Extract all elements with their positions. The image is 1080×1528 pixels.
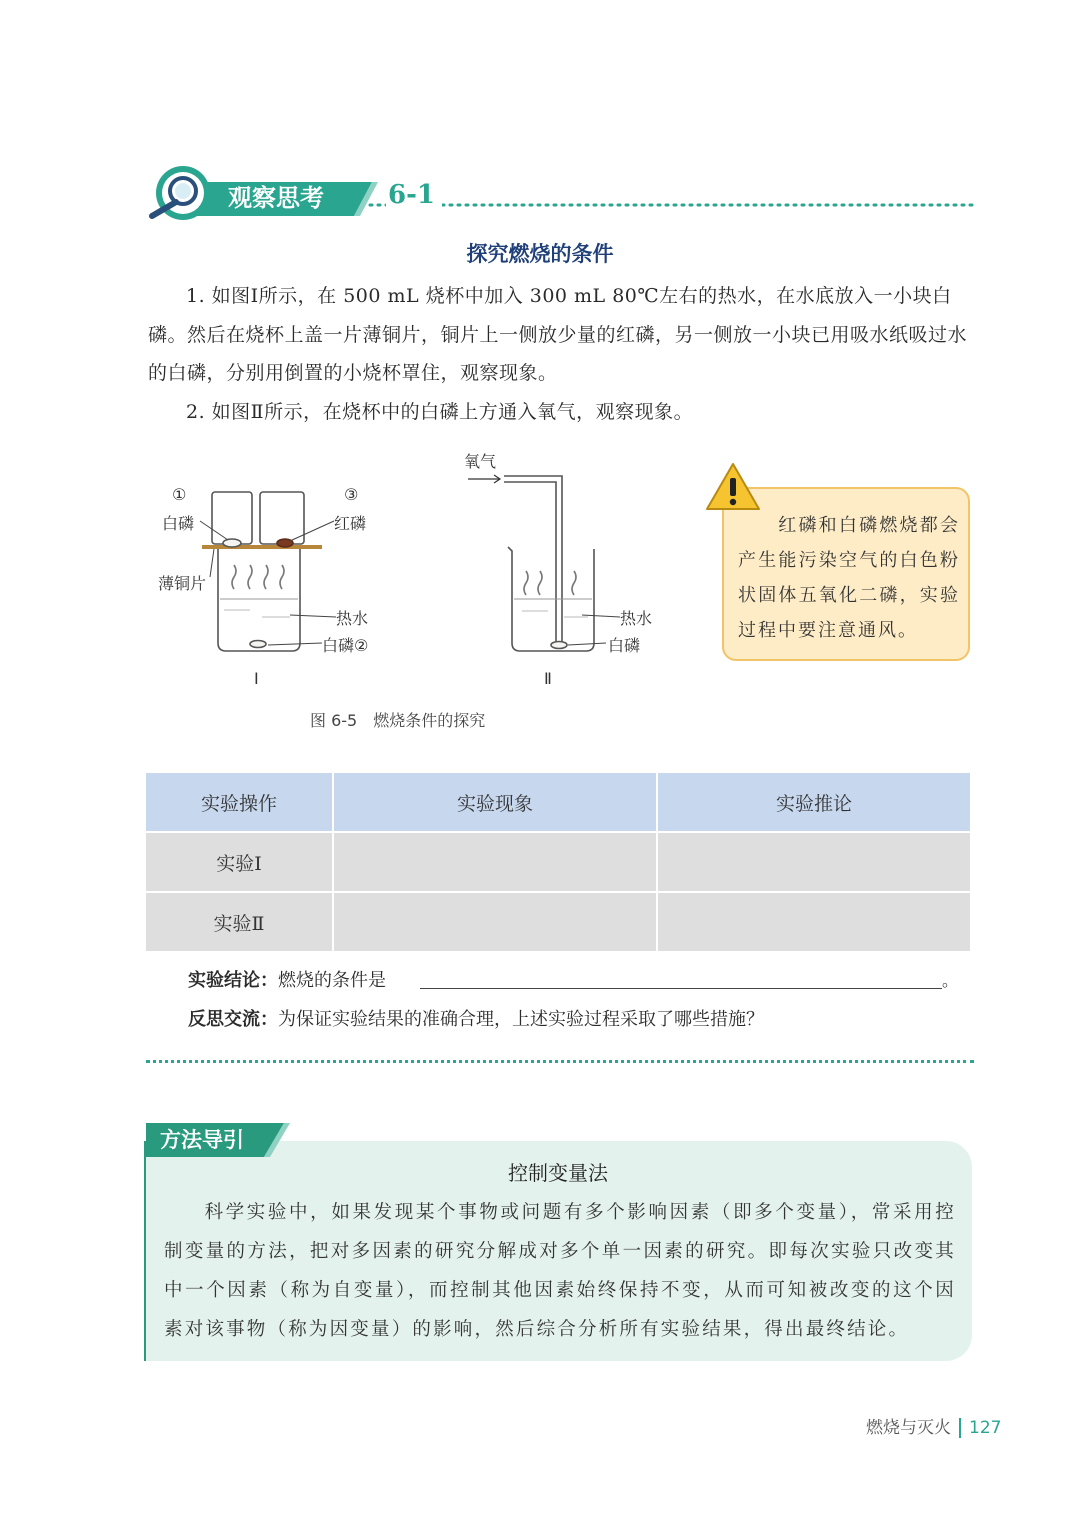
label-white-phosphorus-bottom: 白磷② bbox=[322, 636, 369, 655]
reflection-text: 为保证实验结果的准确合理，上述实验过程采取了哪些措施？ bbox=[278, 1009, 764, 1030]
label-hot-water-2: 热水 bbox=[620, 609, 653, 628]
label-white-phosphorus-2: 白磷 bbox=[608, 636, 641, 655]
row-2-inference[interactable] bbox=[657, 892, 970, 952]
experiment-step-2 bbox=[148, 393, 978, 432]
label-red-phosphorus: 红磷 bbox=[334, 514, 367, 533]
method-guide-tab-label: 方法导引 bbox=[160, 1128, 244, 1152]
safety-note-text bbox=[738, 508, 960, 648]
experiment-title: 探究燃烧的条件 bbox=[466, 241, 614, 266]
safety-note-content: 红磷和白磷燃烧都会产生能污染空气的白色粉状固体五氧化二磷，实验过程中要注意通风。 bbox=[738, 515, 960, 641]
page-number: 127 bbox=[969, 1418, 1002, 1438]
method-guide-title: 控制变量法 bbox=[508, 1161, 608, 1185]
conclusion-text: 燃烧的条件是 bbox=[278, 970, 386, 991]
table-row bbox=[146, 892, 970, 952]
table-row bbox=[146, 832, 970, 892]
figure-6-5 bbox=[150, 445, 710, 705]
section-number: 6-1 bbox=[388, 180, 435, 210]
conclusion-answer-blank[interactable] bbox=[420, 988, 942, 989]
step-1-text: 1. 如图Ⅰ所示，在 500 mL 烧杯中加入 300 mL 80℃左右的热水，在水底放入一小块白磷。然后在烧杯上盖一片薄铜片，铜片上一侧放少量的红磷，另一侧放一小块已用吸水纸吸过水的白磷，分别用倒置的小烧杯罩住，观察现象。 bbox=[148, 285, 968, 384]
row-2-operation: 实验Ⅱ bbox=[146, 892, 333, 952]
experiment-step-1 bbox=[148, 277, 978, 393]
method-guide-content: 科学实验中，如果发现某个事物或问题有多个影响因素（即多个变量），常采用控制变量的方法，把对多因素的研究分解成对多个单一因素的研究。即每次实验只改变其中一个因素（称为自变量），而控制其他因素始终保持不变，从而可知被改变的这个因素对该事物（称为因变量）的影响，然后综合分析所有实验结果，得出最终结论。 bbox=[164, 1202, 956, 1340]
reflection-label: 反思交流： bbox=[188, 1009, 278, 1030]
header-operation: 实验操作 bbox=[146, 773, 333, 832]
reflection-line bbox=[188, 1005, 764, 1031]
row-1-inference[interactable] bbox=[657, 832, 970, 892]
header-phenomenon: 实验现象 bbox=[333, 773, 657, 832]
label-mark-3: ③ bbox=[344, 485, 359, 504]
step-2-text: 2. 如图Ⅱ所示，在烧杯中的白磷上方通入氧气，观察现象。 bbox=[186, 401, 694, 423]
conclusion-line bbox=[188, 966, 386, 992]
label-figure-I: Ⅰ bbox=[254, 669, 259, 688]
conclusion-label: 实验结论： bbox=[188, 970, 278, 991]
label-mark-1: ① bbox=[172, 485, 187, 504]
label-oxygen: 氧气 bbox=[464, 452, 497, 471]
header-inference: 实验推论 bbox=[657, 773, 970, 832]
table-header-row bbox=[146, 773, 970, 832]
results-table bbox=[146, 773, 970, 953]
page-footer bbox=[866, 1413, 1001, 1438]
banner-title: 观察思考 bbox=[228, 184, 324, 212]
row-2-phenomenon[interactable] bbox=[333, 892, 657, 952]
row-1-phenomenon[interactable] bbox=[333, 832, 657, 892]
footer-divider bbox=[959, 1418, 961, 1438]
section-divider bbox=[146, 1060, 974, 1063]
combustion-apparatus-diagram bbox=[150, 445, 710, 705]
chapter-title: 燃烧与灭火 bbox=[866, 1418, 951, 1438]
label-copper-sheet: 薄铜片 bbox=[158, 574, 207, 593]
row-1-operation: 实验Ⅰ bbox=[146, 832, 333, 892]
label-figure-II: Ⅱ bbox=[544, 669, 552, 688]
label-white-phosphorus-top: 白磷 bbox=[162, 514, 195, 533]
beaker-2-drawing bbox=[468, 475, 620, 651]
figure-caption: 图 6-5 燃烧条件的探究 bbox=[310, 711, 486, 730]
conclusion-end-mark: 。 bbox=[942, 971, 959, 990]
method-guide-text bbox=[164, 1193, 956, 1349]
beaker-1-drawing bbox=[200, 492, 336, 651]
label-hot-water-1: 热水 bbox=[336, 609, 369, 628]
